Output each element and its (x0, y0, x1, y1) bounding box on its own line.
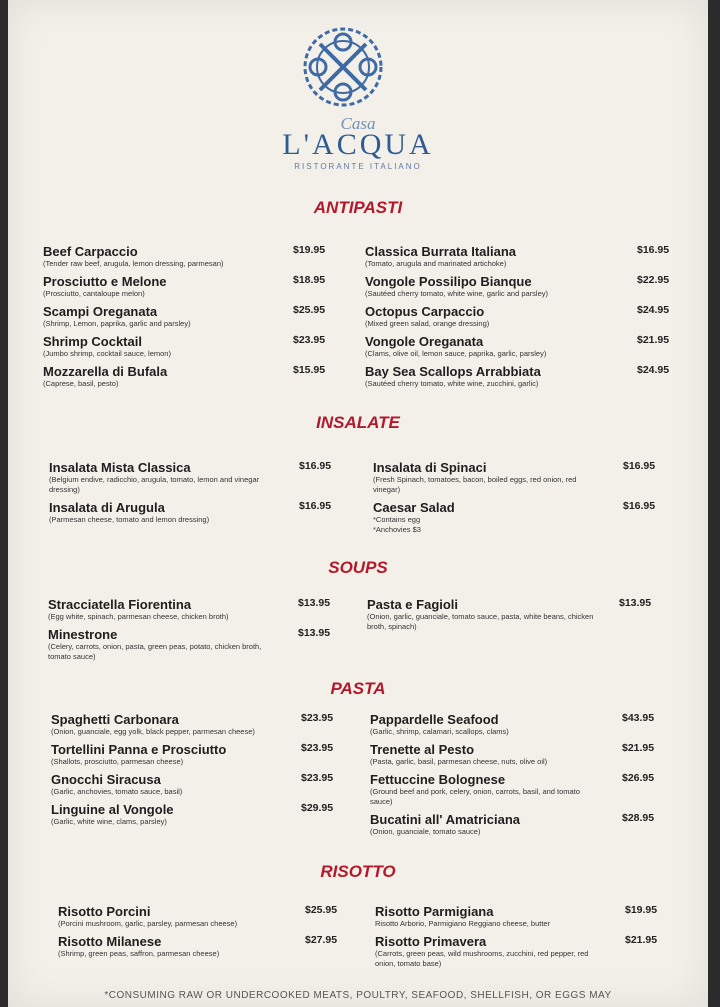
item-name: Pappardelle Seafood (370, 712, 499, 727)
item-price: $25.95 (305, 904, 338, 916)
menu-item (373, 460, 678, 495)
item-price: $21.95 (622, 742, 655, 754)
menu-column-right (370, 712, 675, 842)
item-price: $13.95 (298, 627, 331, 639)
item-name: Risotto Primavera (375, 934, 487, 949)
item-description: (Belgium endive, radicchio, arugula, tomato, lemon and vinegar dressing) (49, 475, 260, 494)
item-name: Gnocchi Siracusa (51, 772, 161, 787)
menu-item (43, 304, 343, 329)
item-description: (Ground beef and pork, celery, onion, carrots, basil, and tomato sauce) (370, 787, 580, 806)
brand-casa: Casa (340, 114, 376, 133)
item-name: Scampi Oreganata (43, 304, 158, 319)
menu-column-left (48, 597, 348, 667)
menu-column-right (365, 244, 670, 394)
section-title-risotto: RISOTTO (320, 862, 396, 881)
item-description: (Carrots, green peas, wild mushrooms, zucchini, red pepper, red onion, tomato base) (375, 949, 589, 968)
menu-item (58, 934, 358, 959)
menu-item (367, 597, 672, 632)
menu-item (51, 772, 351, 797)
item-description: (Mixed green salad, orange dressing) (365, 319, 490, 328)
item-name: Prosciutto e Melone (43, 274, 167, 289)
menu-item (49, 500, 349, 525)
item-name: Tortellini Panna e Prosciutto (51, 742, 227, 757)
item-description: (Shallots, prosciutto, parmesan cheese) (51, 757, 184, 766)
item-name: Shrimp Cocktail (43, 334, 142, 349)
item-name: Stracciatella Fiorentina (48, 597, 192, 612)
menu-item (51, 742, 351, 767)
item-description: (Jumbo shrimp, cocktail sauce, lemon) (43, 349, 171, 358)
item-description: (Tomato, arugula and marinated artichoke) (365, 259, 507, 268)
section-title-antipasti: ANTIPASTI (313, 198, 403, 217)
item-description: (Caprese, basil, pesto) (43, 379, 119, 388)
footer-disclaimer: *CONSUMING RAW OR UNDERCOOKED MEATS, POULTRY, SEAFOOD, SHELLFISH, OR EGGS MAY (104, 990, 612, 1001)
item-name: Bucatini all' Amatriciana (370, 812, 520, 827)
item-description: (Celery, carrots, onion, pasta, green peas, potato, chicken broth, tomato sauce) (48, 642, 262, 661)
menu-item (43, 364, 343, 389)
item-name: Insalata di Arugula (49, 500, 165, 515)
item-name: Minestrone (48, 627, 118, 642)
item-name: Beef Carpaccio (43, 244, 138, 259)
item-name: Insalata di Spinaci (373, 460, 487, 475)
item-name: Classica Burrata Italiana (365, 244, 517, 259)
menu-item (373, 500, 678, 535)
item-description: (Pasta, garlic, basil, parmesan cheese, nuts, olive oil) (370, 757, 548, 766)
item-price: $24.95 (637, 304, 670, 316)
item-description: (Sautéed cherry tomato, white wine, zucchini, garlic) (365, 379, 539, 388)
item-description: (Prosciutto, cantaloupe melon) (43, 289, 145, 298)
menu-item (375, 934, 680, 969)
menu-item (58, 904, 358, 929)
item-name: Trenette al Pesto (370, 742, 475, 757)
item-name: Vongole Possilipo Bianque (365, 274, 532, 289)
menu-item (43, 334, 343, 359)
item-description: (Shrimp, green peas, saffron, parmesan cheese) (58, 949, 220, 958)
menu-item (43, 274, 343, 299)
section-title-soups: SOUPS (328, 558, 388, 577)
item-price: $43.95 (622, 712, 655, 724)
menu-column-right (375, 904, 680, 974)
item-description: (Onion, guanciale, tomato sauce) (370, 827, 481, 836)
item-description: (Egg white, spinach, parmesan cheese, chicken broth) (48, 612, 229, 621)
menu-item (49, 460, 349, 495)
item-name: Mozzarella di Bufala (43, 364, 168, 379)
item-price: $23.95 (301, 712, 334, 724)
menu-column-right (367, 597, 672, 637)
item-description: *Contains egg *Anchovies $3 (373, 515, 421, 534)
item-name: Spaghetti Carbonara (51, 712, 179, 727)
menu-column-left (51, 712, 351, 832)
menu-item (375, 904, 680, 929)
menu-item (48, 597, 348, 622)
menu-item (365, 304, 670, 329)
item-name: Octopus Carpaccio (365, 304, 485, 319)
item-price: $16.95 (637, 244, 670, 256)
item-price: $15.95 (293, 364, 326, 376)
item-price: $28.95 (622, 812, 655, 824)
item-description: (Garlic, white wine, clams, parsley) (51, 817, 167, 826)
item-price: $26.95 (622, 772, 655, 784)
item-price: $18.95 (293, 274, 326, 286)
item-description: (Parmesan cheese, tomato and lemon dressing) (49, 515, 210, 524)
item-description: (Shrimp, Lemon, paprika, garlic and parsley) (43, 319, 191, 328)
item-name: Insalata Mista Classica (49, 460, 191, 475)
item-price: $13.95 (619, 597, 652, 609)
menu-item (365, 244, 670, 269)
item-name: Pasta e Fagioli (367, 597, 459, 612)
item-price: $21.95 (637, 334, 670, 346)
menu-item (370, 772, 675, 807)
item-price: $21.95 (625, 934, 658, 946)
item-description: (Onion, garlic, guanciale, tomato sauce, pasta, white beans, chicken broth, spinach) (367, 612, 594, 631)
item-price: $23.95 (293, 334, 326, 346)
menu-item (370, 742, 675, 767)
logo-emblem-icon (298, 22, 388, 112)
item-price: $16.95 (623, 460, 656, 472)
item-price: $25.95 (293, 304, 326, 316)
brand-name: L'ACQUA (282, 128, 434, 161)
menu-item (365, 274, 670, 299)
item-name: Risotto Milanese (58, 934, 162, 949)
item-description: (Sautéed cherry tomato, white wine, garlic and parsley) (365, 289, 549, 298)
menu-column-left (49, 460, 349, 530)
item-name: Caesar Salad (373, 500, 455, 515)
item-name: Fettuccine Bolognese (370, 772, 506, 787)
item-price: $23.95 (301, 772, 334, 784)
item-name: Linguine al Vongole (51, 802, 174, 817)
brand-subtitle: RISTORANTE ITALIANO (294, 162, 422, 171)
item-description: (Garlic, anchovies, tomato sauce, basil) (51, 787, 183, 796)
item-price: $22.95 (637, 274, 670, 286)
item-description: (Clams, olive oil, lemon sauce, paprika, garlic, parsley) (365, 349, 547, 358)
item-name: Risotto Parmigiana (375, 904, 494, 919)
item-price: $27.95 (305, 934, 338, 946)
menu-column-left (58, 904, 358, 964)
item-description: (Fresh Spinach, tomatoes, bacon, boiled eggs, red onion, red vinegar) (373, 475, 577, 494)
item-price: $16.95 (623, 500, 656, 512)
item-description: (Onion, guanciale, egg yolk, black pepper, parmesan cheese) (51, 727, 255, 736)
item-price: $13.95 (298, 597, 331, 609)
menu-item (365, 334, 670, 359)
item-price: $16.95 (299, 460, 332, 472)
menu-item (43, 244, 343, 269)
item-name: Bay Sea Scallops Arrabbiata (365, 364, 541, 379)
item-price: $19.95 (293, 244, 326, 256)
item-name: Risotto Porcini (58, 904, 151, 919)
item-description: (Garlic, shrimp, calamari, scallops, clams) (370, 727, 509, 736)
item-description: Risotto Arborio, Parmigiano Reggiano cheese, butter (375, 919, 551, 928)
item-price: $19.95 (625, 904, 658, 916)
item-price: $24.95 (637, 364, 670, 376)
menu-item (48, 627, 348, 662)
menu-item (51, 802, 351, 827)
item-price: $23.95 (301, 742, 334, 754)
item-name: Vongole Oreganata (365, 334, 484, 349)
section-title-insalate: INSALATE (316, 413, 400, 432)
menu-column-left (43, 244, 343, 394)
item-description: (Porcini mushroom, garlic, parsley, parmesan cheese) (58, 919, 238, 928)
menu-page (8, 0, 708, 1007)
menu-item (370, 712, 675, 737)
item-price: $29.95 (301, 802, 334, 814)
menu-column-right (373, 460, 678, 540)
menu-item (365, 364, 670, 389)
section-title-pasta: PASTA (330, 679, 386, 698)
item-description: (Tender raw beef, arugula, lemon dressing, parmesan) (43, 259, 224, 268)
menu-item (370, 812, 675, 837)
item-price: $16.95 (299, 500, 332, 512)
menu-item (51, 712, 351, 737)
